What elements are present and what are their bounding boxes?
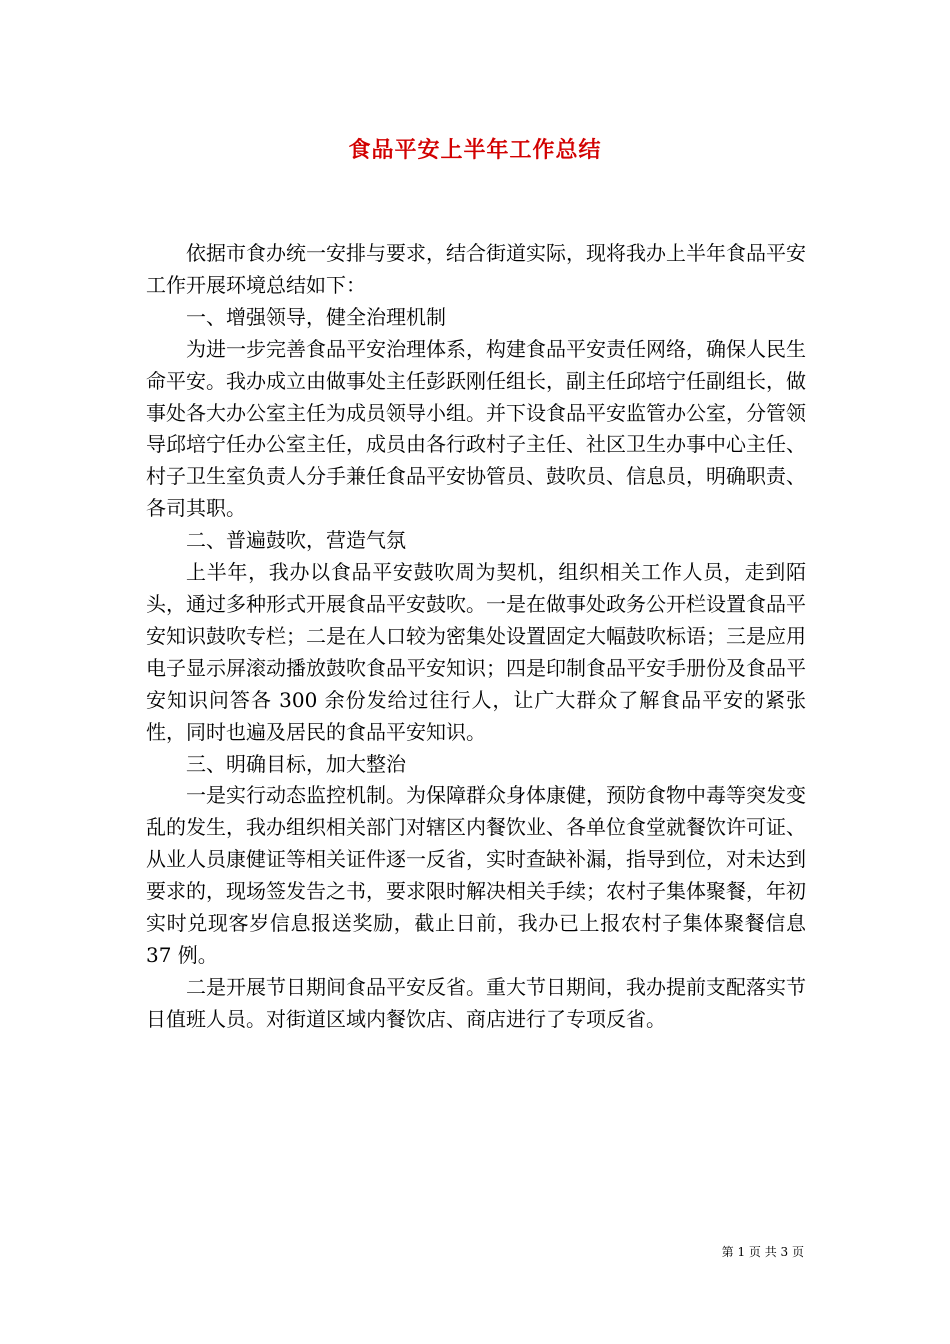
body-paragraph: 上半年，我办以食品平安鼓吹周为契机，组织相关工作人员，走到陌头，通过多种形式开展食品平安鼓吹。一是在做事处政务公开栏设置食品平安知识鼓吹专栏；二是在人口较为密集处设置固定大幅鼓吹标语；三是应用电子显示屏滚动播放鼓吹食品平安知识；四是印制食品平安手册份及食品平安知识问答各 300 余份发给过往行人，让广大群众了解食品平安的紧张性，同时也遍及居民的食品平安知识。 <box>146 560 806 744</box>
section-heading-1: 一、增强领导，健全治理机制 <box>186 304 446 329</box>
document-title: 食品平安上半年工作总结 <box>348 137 602 163</box>
intro-paragraph: 依据市食办统一安排与要求，结合街道实际，现将我办上半年食品平安工作开展环境总结如下： <box>146 241 806 297</box>
section-heading-3: 三、明确目标，加大整治 <box>186 751 406 776</box>
body-paragraph: 为进一步完善食品平安治理体系，构建食品平安责任网络，确保人民生命平安。我办成立由做事处主任彭跃刚任组长，副主任邱培宁任副组长，做事处各大办公室主任为成员领导小组。并下设食品平安监管办公室，分管领导邱培宁任办公室主任，成员由各行政村子主任、社区卫生办事中心主任、村子卫生室负责人分手兼任食品平安协管员、鼓吹员、信息员，明确职责、各司其职。 <box>146 336 806 521</box>
body-paragraph: 一是实行动态监控机制。为保障群众身体康健，预防食物中毒等突发变乱的发生，我办组织相关部门对辖区内餐饮业、各单位食堂就餐饮许可证、从业人员康健证等相关证件逐一反省，实时查缺补漏，指导到位，对未达到要求的，现场签发告之书，要求限时解决相关手续；农村子集体聚餐，年初实时兑现客岁信息报送奖励，截止日前，我办已上报农村子集体聚餐信息 37 例。 <box>146 783 806 967</box>
section-heading-2: 二、普遍鼓吹，营造气氛 <box>186 528 406 553</box>
document-body <box>146 238 806 1036</box>
page-number: 第 1 页 共 3 页 <box>721 1245 804 1259</box>
body-paragraph: 二是开展节日期间食品平安反省。重大节日期间，我办提前支配落实节日值班人员。对街道区域内餐饮店、商店进行了专项反省。 <box>146 974 806 1031</box>
